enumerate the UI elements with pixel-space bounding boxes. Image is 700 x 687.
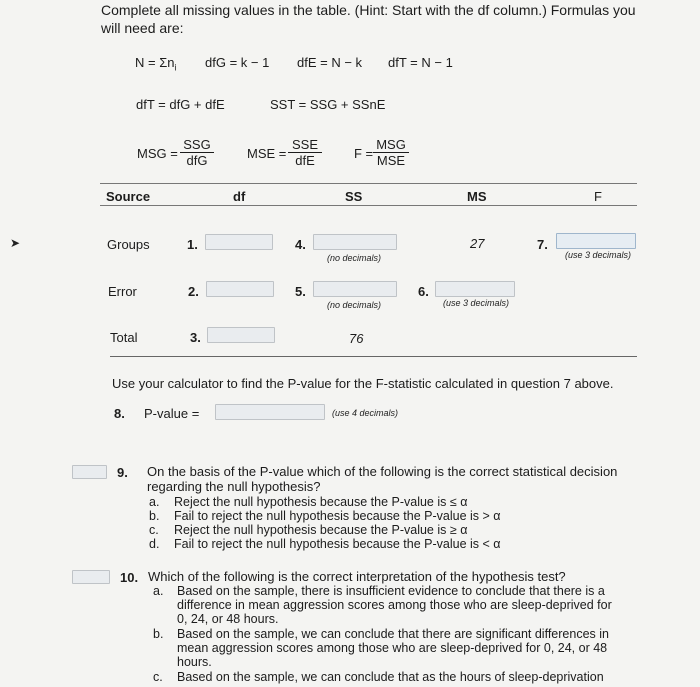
row-label-error: Error <box>108 284 137 299</box>
option-letter: c. <box>149 523 159 537</box>
table-bottom-rule <box>110 356 637 357</box>
q9-number: 9. <box>117 465 128 480</box>
q9-text-line-2: regarding the null hypothesis? <box>147 479 321 494</box>
q2-number: 2. <box>188 284 199 299</box>
q9-text-line-1: On the basis of the P-value which of the following is the correct statistical decision <box>147 464 618 479</box>
option-letter: d. <box>149 537 160 551</box>
cursor-arrow-icon: ➤ <box>10 236 21 250</box>
q10-option-a-line-3: 0, 24, or 48 hours. <box>177 612 279 626</box>
q8-pvalue-input[interactable] <box>215 404 325 420</box>
q6-ms-error-input[interactable] <box>435 281 515 297</box>
q10-option-c-letter: c. <box>153 670 163 684</box>
formula-msg-fraction: SSG dfG <box>180 137 214 168</box>
q1-number: 1. <box>187 237 198 252</box>
q3-number: 3. <box>190 330 201 345</box>
q4-note: (no decimals) <box>327 253 382 263</box>
col-header-df: df <box>233 189 246 204</box>
row-label-total: Total <box>110 330 138 345</box>
ss-total-value: 76 <box>349 331 364 346</box>
q9-option-c <box>149 523 467 537</box>
q7-number: 7. <box>537 237 548 252</box>
instruction-line-1: Complete all missing values in the table. (Hint: Start with the df column.) Formulas you <box>101 2 636 18</box>
ms-groups-value: 27 <box>470 236 485 251</box>
col-header-ss: SS <box>345 189 363 204</box>
formula-mse-fraction: SSE dfE <box>288 137 322 168</box>
instruction-line-2: will need are: <box>101 20 184 36</box>
q10-text: Which of the following is the correct interpretation of the hypothesis test? <box>148 569 566 584</box>
table-header-rule <box>100 205 637 206</box>
formula-dft: dfT = N − 1 <box>388 55 453 70</box>
formula-mse-lhs: MSE = <box>247 146 287 161</box>
q10-option-b-letter: b. <box>153 627 164 641</box>
row-label-groups: Groups <box>107 237 150 252</box>
q9-option-b <box>149 509 501 523</box>
q9-option-d <box>149 537 501 551</box>
formula-dfg: dfG = k − 1 <box>205 55 270 70</box>
formula-sst: SST = SSG + SSnE <box>270 97 386 112</box>
q10-option-b-line-2: mean aggression scores among those who are sleep-deprived for 0, 24, or 48 <box>177 641 608 655</box>
q10-answer-input[interactable] <box>72 570 110 584</box>
table-top-rule <box>100 183 637 184</box>
q6-note: (use 3 decimals) <box>443 298 510 308</box>
col-header-f: F <box>594 189 602 204</box>
formula-msg-lhs: MSG = <box>137 146 178 161</box>
q7-note: (use 3 decimals) <box>565 250 632 260</box>
formula-f-lhs: F = <box>354 146 374 161</box>
q3-df-total-input[interactable] <box>207 327 275 343</box>
pvalue-instruction: Use your calculator to find the P-value for the F-statistic calculated in question 7 above. <box>112 376 614 391</box>
q9-option-a <box>149 495 467 509</box>
col-header-source: Source <box>106 189 151 204</box>
option-text: Fail to reject the null hypothesis because the P-value is > α <box>174 509 501 523</box>
option-letter: b. <box>149 509 160 523</box>
q4-number: 4. <box>295 237 306 252</box>
formula-dfe: dfE = N − k <box>297 55 363 70</box>
q5-ss-error-input[interactable] <box>313 281 397 297</box>
q10-option-c-line-1: Based on the sample, we can conclude that as the hours of sleep-deprivation <box>177 670 604 684</box>
q10-option-a-line-1: Based on the sample, there is insufficient evidence to conclude that there is a <box>177 584 605 598</box>
q5-note: (no decimals) <box>327 300 382 310</box>
q10-option-b-line-1: Based on the sample, we can conclude that there are significant differences in <box>177 627 609 641</box>
option-text: Reject the null hypothesis because the P-value is ≥ α <box>174 523 468 537</box>
formula-n: $N = \Sigma n_i$ <box>135 55 177 73</box>
q5-number: 5. <box>295 284 306 299</box>
q10-number: 10. <box>120 570 139 585</box>
q10-option-a-line-2: difference in mean aggression scores among those who are sleep-deprived for <box>177 598 612 612</box>
option-letter: a. <box>149 495 160 509</box>
option-text: Reject the null hypothesis because the P-value is ≤ α <box>174 495 468 509</box>
q7-f-input[interactable] <box>556 233 636 249</box>
q10-option-b-line-3: hours. <box>177 655 212 669</box>
pvalue-label: P-value = <box>144 406 200 421</box>
q1-df-groups-input[interactable] <box>205 234 273 250</box>
q6-number: 6. <box>418 284 429 299</box>
col-header-ms: MS <box>467 189 487 204</box>
q2-df-error-input[interactable] <box>206 281 274 297</box>
q8-note: (use 4 decimals) <box>332 408 399 418</box>
option-text: Fail to reject the null hypothesis because the P-value is < α <box>174 537 501 551</box>
formula-dft-sum: dfT = dfG + dfE <box>136 97 225 112</box>
formula-f-fraction: MSG MSE <box>373 137 409 168</box>
q8-number: 8. <box>114 406 125 421</box>
q9-answer-input[interactable] <box>72 465 107 479</box>
q4-ss-groups-input[interactable] <box>313 234 397 250</box>
q10-option-a-letter: a. <box>153 584 164 598</box>
